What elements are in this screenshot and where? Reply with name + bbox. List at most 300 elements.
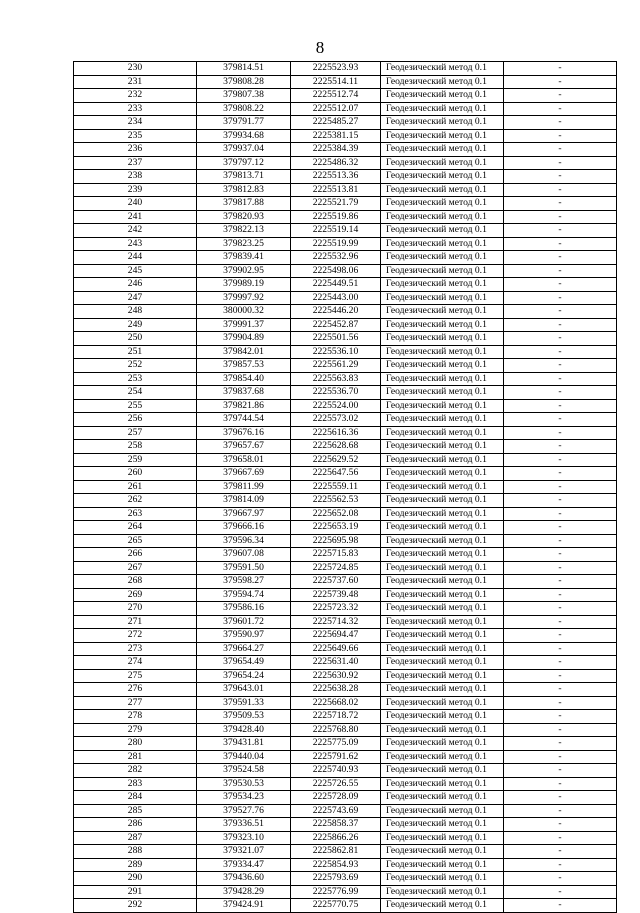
note-cell: - [504,534,617,548]
point-number-cell: 248 [74,305,197,319]
method-cell: Геодезический метод 0.1 [381,602,504,616]
y-coordinate-cell: 2225631.40 [291,656,381,670]
method-cell: Геодезический метод 0.1 [381,75,504,89]
x-coordinate-cell: 379997.92 [197,291,291,305]
x-coordinate-cell: 379607.08 [197,548,291,562]
method-cell: Геодезический метод 0.1 [381,561,504,575]
x-coordinate-cell: 379594.74 [197,588,291,602]
point-number-cell: 250 [74,332,197,346]
point-number-cell: 242 [74,224,197,238]
point-number-cell: 278 [74,710,197,724]
x-coordinate-cell: 379991.37 [197,318,291,332]
point-number-cell: 290 [74,872,197,886]
point-number-cell: 259 [74,453,197,467]
point-number-cell: 274 [74,656,197,670]
note-cell: - [504,885,617,899]
x-coordinate-cell: 379428.40 [197,723,291,737]
table-row [74,602,617,616]
y-coordinate-cell: 2225862.81 [291,845,381,859]
note-cell: - [504,575,617,589]
table-row [74,170,617,184]
y-coordinate-cell: 2225562.53 [291,494,381,508]
table-row [74,305,617,319]
x-coordinate-cell: 379323.10 [197,831,291,845]
x-coordinate-cell: 379667.97 [197,507,291,521]
point-number-cell: 249 [74,318,197,332]
x-coordinate-cell: 379657.67 [197,440,291,454]
note-cell: - [504,899,617,913]
point-number-cell: 238 [74,170,197,184]
method-cell: Геодезический метод 0.1 [381,818,504,832]
note-cell: - [504,210,617,224]
x-coordinate-cell: 379524.58 [197,764,291,778]
point-number-cell: 252 [74,359,197,373]
point-number-cell: 251 [74,345,197,359]
method-cell: Геодезический метод 0.1 [381,548,504,562]
note-cell: - [504,872,617,886]
note-cell: - [504,102,617,116]
point-number-cell: 267 [74,561,197,575]
point-number-cell: 289 [74,858,197,872]
method-cell: Геодезический метод 0.1 [381,332,504,346]
method-cell: Геодезический метод 0.1 [381,467,504,481]
point-number-cell: 291 [74,885,197,899]
method-cell: Геодезический метод 0.1 [381,237,504,251]
note-cell: - [504,224,617,238]
method-cell: Геодезический метод 0.1 [381,197,504,211]
point-number-cell: 285 [74,804,197,818]
note-cell: - [504,480,617,494]
y-coordinate-cell: 2225652.08 [291,507,381,521]
method-cell: Геодезический метод 0.1 [381,345,504,359]
point-number-cell: 253 [74,372,197,386]
y-coordinate-cell: 2225573.02 [291,413,381,427]
point-number-cell: 231 [74,75,197,89]
table-row [74,89,617,103]
point-number-cell: 257 [74,426,197,440]
point-number-cell: 266 [74,548,197,562]
y-coordinate-cell: 2225443.00 [291,291,381,305]
point-number-cell: 230 [74,62,197,76]
point-number-cell: 258 [74,440,197,454]
note-cell: - [504,345,617,359]
x-coordinate-cell: 379527.76 [197,804,291,818]
method-cell: Геодезический метод 0.1 [381,89,504,103]
point-number-cell: 235 [74,129,197,143]
note-cell: - [504,264,617,278]
method-cell: Геодезический метод 0.1 [381,453,504,467]
table-row [74,426,617,440]
x-coordinate-cell: 379820.93 [197,210,291,224]
note-cell: - [504,143,617,157]
x-coordinate-cell: 379813.71 [197,170,291,184]
table-row [74,278,617,292]
method-cell: Геодезический метод 0.1 [381,102,504,116]
note-cell: - [504,764,617,778]
y-coordinate-cell: 2225512.74 [291,89,381,103]
y-coordinate-cell: 2225718.72 [291,710,381,724]
method-cell: Геодезический метод 0.1 [381,750,504,764]
table-row [74,318,617,332]
table-row [74,183,617,197]
y-coordinate-cell: 2225866.26 [291,831,381,845]
table-row [74,831,617,845]
method-cell: Геодезический метод 0.1 [381,251,504,265]
x-coordinate-cell: 379822.13 [197,224,291,238]
note-cell: - [504,75,617,89]
method-cell: Геодезический метод 0.1 [381,183,504,197]
y-coordinate-cell: 2225616.36 [291,426,381,440]
note-cell: - [504,453,617,467]
y-coordinate-cell: 2225858.37 [291,818,381,832]
x-coordinate-cell: 379934.68 [197,129,291,143]
method-cell: Геодезический метод 0.1 [381,399,504,413]
note-cell: - [504,386,617,400]
x-coordinate-cell: 379808.22 [197,102,291,116]
note-cell: - [504,89,617,103]
y-coordinate-cell: 2225519.86 [291,210,381,224]
note-cell: - [504,426,617,440]
y-coordinate-cell: 2225536.10 [291,345,381,359]
method-cell: Геодезический метод 0.1 [381,305,504,319]
point-number-cell: 232 [74,89,197,103]
note-cell: - [504,804,617,818]
note-cell: - [504,521,617,535]
method-cell: Геодезический метод 0.1 [381,359,504,373]
note-cell: - [504,372,617,386]
note-cell: - [504,561,617,575]
method-cell: Геодезический метод 0.1 [381,170,504,184]
method-cell: Геодезический метод 0.1 [381,494,504,508]
note-cell: - [504,615,617,629]
method-cell: Геодезический метод 0.1 [381,764,504,778]
table-row [74,804,617,818]
point-number-cell: 276 [74,683,197,697]
method-cell: Геодезический метод 0.1 [381,224,504,238]
y-coordinate-cell: 2225630.92 [291,669,381,683]
y-coordinate-cell: 2225775.09 [291,737,381,751]
x-coordinate-cell: 379808.28 [197,75,291,89]
x-coordinate-cell: 379902.95 [197,264,291,278]
y-coordinate-cell: 2225381.15 [291,129,381,143]
note-cell: - [504,440,617,454]
x-coordinate-cell: 379837.68 [197,386,291,400]
x-coordinate-cell: 379601.72 [197,615,291,629]
x-coordinate-cell: 379857.53 [197,359,291,373]
method-cell: Геодезический метод 0.1 [381,831,504,845]
note-cell: - [504,359,617,373]
method-cell: Геодезический метод 0.1 [381,804,504,818]
method-cell: Геодезический метод 0.1 [381,683,504,697]
x-coordinate-cell: 379797.12 [197,156,291,170]
table-row [74,656,617,670]
table-row [74,750,617,764]
table-row [74,116,617,130]
table-row [74,818,617,832]
method-cell: Геодезический метод 0.1 [381,588,504,602]
point-number-cell: 241 [74,210,197,224]
table-row [74,291,617,305]
y-coordinate-cell: 2225512.07 [291,102,381,116]
table-row [74,710,617,724]
method-cell: Геодезический метод 0.1 [381,534,504,548]
table-row [74,494,617,508]
point-number-cell: 264 [74,521,197,535]
method-cell: Геодезический метод 0.1 [381,521,504,535]
method-cell: Геодезический метод 0.1 [381,507,504,521]
note-cell: - [504,183,617,197]
x-coordinate-cell: 379424.91 [197,899,291,913]
note-cell: - [504,62,617,76]
x-coordinate-cell: 379821.86 [197,399,291,413]
method-cell: Геодезический метод 0.1 [381,318,504,332]
point-number-cell: 277 [74,696,197,710]
y-coordinate-cell: 2225743.69 [291,804,381,818]
x-coordinate-cell: 379509.53 [197,710,291,724]
note-cell: - [504,129,617,143]
x-coordinate-cell: 379664.27 [197,642,291,656]
note-cell: - [504,818,617,832]
method-cell: Геодезический метод 0.1 [381,723,504,737]
y-coordinate-cell: 2225452.87 [291,318,381,332]
point-number-cell: 280 [74,737,197,751]
note-cell: - [504,116,617,130]
table-row [74,899,617,913]
point-number-cell: 233 [74,102,197,116]
method-cell: Геодезический метод 0.1 [381,669,504,683]
x-coordinate-cell: 379436.60 [197,872,291,886]
point-number-cell: 288 [74,845,197,859]
point-number-cell: 236 [74,143,197,157]
note-cell: - [504,777,617,791]
method-cell: Геодезический метод 0.1 [381,372,504,386]
y-coordinate-cell: 2225486.32 [291,156,381,170]
method-cell: Геодезический метод 0.1 [381,629,504,643]
y-coordinate-cell: 2225726.55 [291,777,381,791]
y-coordinate-cell: 2225446.20 [291,305,381,319]
method-cell: Геодезический метод 0.1 [381,480,504,494]
method-cell: Геодезический метод 0.1 [381,777,504,791]
point-number-cell: 244 [74,251,197,265]
point-number-cell: 247 [74,291,197,305]
method-cell: Геодезический метод 0.1 [381,872,504,886]
y-coordinate-cell: 2225513.36 [291,170,381,184]
table-row [74,723,617,737]
point-number-cell: 237 [74,156,197,170]
table-row [74,413,617,427]
table-row [74,642,617,656]
note-cell: - [504,642,617,656]
method-cell: Геодезический метод 0.1 [381,413,504,427]
note-cell: - [504,507,617,521]
table-row [74,197,617,211]
point-number-cell: 273 [74,642,197,656]
point-number-cell: 272 [74,629,197,643]
method-cell: Геодезический метод 0.1 [381,710,504,724]
table-row [74,359,617,373]
note-cell: - [504,737,617,751]
note-cell: - [504,399,617,413]
point-number-cell: 255 [74,399,197,413]
x-coordinate-cell: 379590.97 [197,629,291,643]
y-coordinate-cell: 2225770.75 [291,899,381,913]
x-coordinate-cell: 379591.50 [197,561,291,575]
note-cell: - [504,683,617,697]
point-number-cell: 256 [74,413,197,427]
table-row [74,480,617,494]
table-row [74,791,617,805]
note-cell: - [504,467,617,481]
x-coordinate-cell: 379811.99 [197,480,291,494]
x-coordinate-cell: 379989.19 [197,278,291,292]
point-number-cell: 234 [74,116,197,130]
table-row [74,575,617,589]
y-coordinate-cell: 2225485.27 [291,116,381,130]
table-row [74,885,617,899]
table-row [74,264,617,278]
x-coordinate-cell: 379937.04 [197,143,291,157]
table-row [74,629,617,643]
table-row [74,777,617,791]
method-cell: Геодезический метод 0.1 [381,291,504,305]
method-cell: Геодезический метод 0.1 [381,656,504,670]
table-row [74,615,617,629]
coordinates-table-body [74,62,617,913]
x-coordinate-cell: 379744.54 [197,413,291,427]
y-coordinate-cell: 2225647.56 [291,467,381,481]
x-coordinate-cell: 379854.40 [197,372,291,386]
note-cell: - [504,831,617,845]
table-row [74,224,617,238]
table-row [74,102,617,116]
table-row [74,75,617,89]
x-coordinate-cell: 379440.04 [197,750,291,764]
method-cell: Геодезический метод 0.1 [381,575,504,589]
method-cell: Геодезический метод 0.1 [381,129,504,143]
x-coordinate-cell: 379807.38 [197,89,291,103]
table-row [74,467,617,481]
x-coordinate-cell: 379586.16 [197,602,291,616]
x-coordinate-cell: 379823.25 [197,237,291,251]
point-number-cell: 246 [74,278,197,292]
point-number-cell: 279 [74,723,197,737]
point-number-cell: 287 [74,831,197,845]
y-coordinate-cell: 2225638.28 [291,683,381,697]
y-coordinate-cell: 2225498.06 [291,264,381,278]
note-cell: - [504,332,617,346]
y-coordinate-cell: 2225728.09 [291,791,381,805]
note-cell: - [504,696,617,710]
y-coordinate-cell: 2225521.79 [291,197,381,211]
point-number-cell: 243 [74,237,197,251]
note-cell: - [504,318,617,332]
note-cell: - [504,251,617,265]
y-coordinate-cell: 2225384.39 [291,143,381,157]
method-cell: Геодезический метод 0.1 [381,210,504,224]
y-coordinate-cell: 2225519.14 [291,224,381,238]
method-cell: Геодезический метод 0.1 [381,116,504,130]
method-cell: Геодезический метод 0.1 [381,737,504,751]
y-coordinate-cell: 2225694.47 [291,629,381,643]
point-number-cell: 281 [74,750,197,764]
y-coordinate-cell: 2225776.99 [291,885,381,899]
table-row [74,683,617,697]
table-row [74,251,617,265]
x-coordinate-cell: 379812.83 [197,183,291,197]
x-coordinate-cell: 379658.01 [197,453,291,467]
y-coordinate-cell: 2225523.93 [291,62,381,76]
point-number-cell: 268 [74,575,197,589]
table-row [74,399,617,413]
y-coordinate-cell: 2225714.32 [291,615,381,629]
table-row [74,210,617,224]
y-coordinate-cell: 2225724.85 [291,561,381,575]
table-row [74,129,617,143]
x-coordinate-cell: 379676.16 [197,426,291,440]
y-coordinate-cell: 2225524.00 [291,399,381,413]
x-coordinate-cell: 379654.24 [197,669,291,683]
y-coordinate-cell: 2225723.32 [291,602,381,616]
method-cell: Геодезический метод 0.1 [381,642,504,656]
x-coordinate-cell: 379428.29 [197,885,291,899]
point-number-cell: 260 [74,467,197,481]
y-coordinate-cell: 2225695.98 [291,534,381,548]
note-cell: - [504,197,617,211]
y-coordinate-cell: 2225561.29 [291,359,381,373]
x-coordinate-cell: 379814.51 [197,62,291,76]
y-coordinate-cell: 2225513.81 [291,183,381,197]
table-row [74,345,617,359]
point-number-cell: 239 [74,183,197,197]
x-coordinate-cell: 379817.88 [197,197,291,211]
table-row [74,548,617,562]
note-cell: - [504,669,617,683]
x-coordinate-cell: 380000.32 [197,305,291,319]
note-cell: - [504,237,617,251]
x-coordinate-cell: 379643.01 [197,683,291,697]
note-cell: - [504,278,617,292]
table-row [74,507,617,521]
note-cell: - [504,710,617,724]
x-coordinate-cell: 379596.34 [197,534,291,548]
table-row [74,534,617,548]
y-coordinate-cell: 2225629.52 [291,453,381,467]
point-number-cell: 265 [74,534,197,548]
x-coordinate-cell: 379666.16 [197,521,291,535]
point-number-cell: 269 [74,588,197,602]
point-number-cell: 286 [74,818,197,832]
method-cell: Геодезический метод 0.1 [381,143,504,157]
y-coordinate-cell: 2225791.62 [291,750,381,764]
method-cell: Геодезический метод 0.1 [381,791,504,805]
method-cell: Геодезический метод 0.1 [381,615,504,629]
table-row [74,669,617,683]
y-coordinate-cell: 2225519.99 [291,237,381,251]
point-number-cell: 262 [74,494,197,508]
y-coordinate-cell: 2225649.66 [291,642,381,656]
y-coordinate-cell: 2225563.83 [291,372,381,386]
x-coordinate-cell: 379530.53 [197,777,291,791]
point-number-cell: 240 [74,197,197,211]
y-coordinate-cell: 2225449.51 [291,278,381,292]
x-coordinate-cell: 379431.81 [197,737,291,751]
y-coordinate-cell: 2225628.68 [291,440,381,454]
table-row [74,372,617,386]
x-coordinate-cell: 379839.41 [197,251,291,265]
point-number-cell: 261 [74,480,197,494]
table-row [74,737,617,751]
method-cell: Геодезический метод 0.1 [381,858,504,872]
